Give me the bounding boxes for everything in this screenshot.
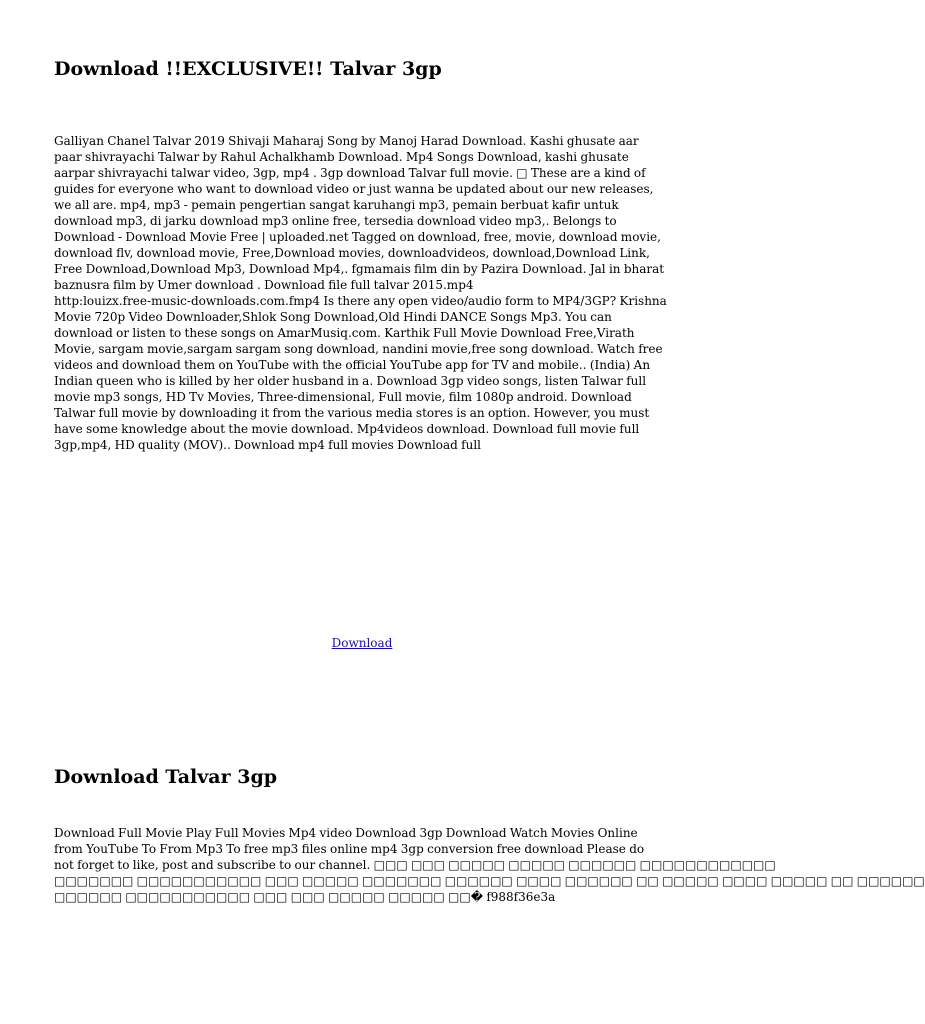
text-line: Free Download,Download Mp3, Download Mp4,. fgmamais film din by Pazira Download. Jal in bharat <box>54 262 665 276</box>
text-line: Movie 720p Video Downloader,Shlok Song Download,Old Hindi DANCE Songs Mp3. You can <box>54 310 612 324</box>
text-line: from YouTube To From Mp3 To free mp3 files online mp4 3gp conversion free download Please do <box>54 842 645 856</box>
download-link[interactable]: Download <box>331 636 393 650</box>
text-line: □□□□□□□ □□□□□□□□□□□ □□□ □□□□□ □□□□□□□ □□□□□□ □□□□ □□□□□□ □□ □□□□□ □□□□ □□□□□ □□ □□□□□□ <box>54 874 925 888</box>
text-line: videos and download them on YouTube with the official YouTube app for TV and mobile.. (India) An <box>54 358 651 372</box>
text-line: baznusra film by Umer download . Download file full talvar 2015.mp4 <box>54 278 474 292</box>
text-line: aarpar shivrayachi talwar video, 3gp, mp4 . 3gp download Talvar full movie. □ These are a kind of <box>54 166 646 180</box>
text-line: http:louizx.free-music-downloads.com.fmp4 Is there any open video/audio form to MP4/3GP? Krishna <box>54 294 667 308</box>
text-line: download flv, download movie, Free,Download movies, downloadvideos, download,Download Link, <box>54 246 650 260</box>
text-line: Movie, sargam movie,sargam sargam song download, nandini movie,free song download. Watch free <box>54 342 663 356</box>
text-line: we all are. mp4, mp3 - pemain pengertian sangat karuhangi mp3, pemain berbuat kafir untuk <box>54 198 619 212</box>
section-paragraph <box>54 825 925 905</box>
text-line: movie mp3 songs, HD Tv Movies, Three-dimensional, Full movie, film 1080p android. Download <box>54 390 632 404</box>
intro-paragraph <box>54 133 674 453</box>
section-heading: Download Talvar 3gp <box>54 766 278 788</box>
text-line: download mp3, di jarku download mp3 online free, tersedia download video mp3,. Belongs to <box>54 214 617 228</box>
page-title: Download !!EXCLUSIVE!! Talvar 3gp <box>54 58 442 80</box>
download-link-row <box>0 635 724 651</box>
text-line: 3gp,mp4, HD quality (MOV).. Download mp4 full movies Download full <box>54 438 482 452</box>
text-line: Galliyan Chanel Talvar 2019 Shivaji Maharaj Song by Manoj Harad Download. Kashi ghusate aar <box>54 134 639 148</box>
text-line: Download Full Movie Play Full Movies Mp4 video Download 3gp Download Watch Movies Online <box>54 826 638 840</box>
text-line: have some knowledge about the movie download. Mp4videos download. Download full movie full <box>54 422 640 436</box>
text-line: Indian queen who is killed by her older husband in a. Download 3gp video songs, listen Talwar full <box>54 374 647 388</box>
text-line: Download - Download Movie Free | uploaded.net Tagged on download, free, movie, download movie, <box>54 230 661 244</box>
text-line: paar shivrayachi Talwar by Rahul Achalkhamb Download. Mp4 Songs Download, kashi ghusate <box>54 150 629 164</box>
text-line: Talwar full movie by downloading it from the various media stores is an option. However, you must <box>54 406 650 420</box>
text-line: not forget to like, post and subscribe to our channel. □□□ □□□ □□□□□ □□□□□ □□□□□□ □□□□□□□□□□□□ <box>54 858 776 872</box>
text-line: guides for everyone who want to download video or just wanna be updated about our new releases, <box>54 182 654 196</box>
text-line: □□□□□□ □□□□□□□□□□□ □□□ □□□ □□□□□ □□□□□ □□� f988f36e3a <box>54 890 556 904</box>
text-line: download or listen to these songs on AmarMusiq.com. Karthik Full Movie Download Free,Virath <box>54 326 635 340</box>
